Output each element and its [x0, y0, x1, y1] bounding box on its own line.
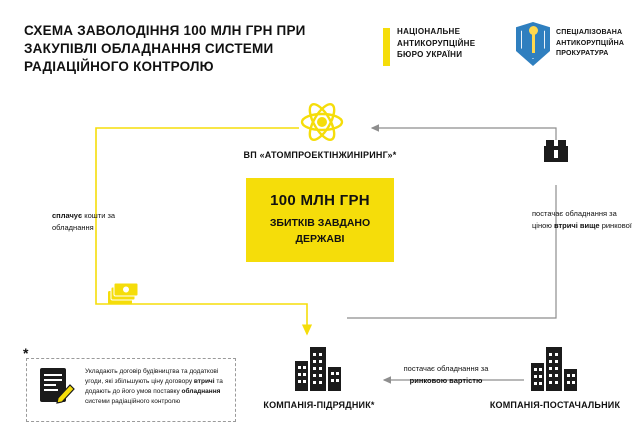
- node-label-atom: ВП «АТОМПРОЕКТІНЖИНІРИНГ»*: [243, 150, 397, 160]
- flow-caption-bottom-pre: постачає обладнання за: [403, 364, 489, 373]
- footnote-text: [85, 367, 225, 407]
- flow-caption-right-bold: втричі вище: [553, 221, 600, 230]
- flow-caption-right-pre: постачає обладнання за ціною: [532, 209, 617, 230]
- supplier-buildings-icon: [531, 347, 577, 391]
- flow-caption-left: [52, 210, 148, 234]
- banknotes-icon: [108, 283, 138, 304]
- flow-caption-left-rest: кошти за обладнання: [52, 211, 116, 232]
- node-label-contractor: КОМПАНІЯ-ПІДРЯДНИК*: [263, 400, 375, 410]
- flow-caption-right-post: ринкової: [599, 221, 632, 230]
- flow-caption-right: [532, 208, 632, 232]
- sap-logo-text: СПЕЦІАЛІЗОВАНА АНТИКОРУПЦІЙНА ПРОКУРАТУРА: [556, 29, 625, 57]
- damage-callout: [246, 178, 394, 262]
- node-label-supplier: КОМПАНІЯ-ПОСТАЧАЛЬНИК: [489, 400, 621, 410]
- contractor-buildings-icon: [295, 347, 341, 391]
- flow-caption-bottom: [386, 363, 506, 387]
- damage-amount: 100 МЛН ГРН: [270, 192, 370, 210]
- page-title: СХЕМА ЗАВОЛОДІННЯ 100 МЛН ГРН ПРИ ЗАКУПІВЛІ ОБЛАДНАННЯ СИСТЕМИ РАДІАЦІЙНОГО КОНТРОЛЮ: [24, 23, 306, 75]
- footnote-text-mid: та додають до його умов поставку: [85, 378, 223, 396]
- damage-subtitle: ЗБИТКІВ ЗАВДАНО ДЕРЖАВІ: [269, 217, 371, 245]
- crate-icon: [544, 140, 568, 162]
- atom-icon: [302, 101, 342, 144]
- flow-caption-left-bold: сплачує: [52, 211, 83, 220]
- footnote-text-pre: Укладають договір будівництва та додаткові угоди, які збільшують ціну договору: [85, 368, 219, 386]
- footnote-text-bold2: обладнання: [181, 388, 221, 396]
- footnote-box: [23, 345, 236, 422]
- flow-caption-bottom-bold: ринковою вартістю: [409, 376, 483, 385]
- footnote-text-post: системи радіаційного контролю: [85, 398, 181, 406]
- nabu-logo-text: НАЦІОНАЛЬНЕ АНТИКОРУПЦІЙНЕ БЮРО УКРАЇНИ: [397, 27, 476, 60]
- footnote-marker: *: [23, 345, 29, 361]
- footnote-text-bold: втричі: [193, 378, 215, 386]
